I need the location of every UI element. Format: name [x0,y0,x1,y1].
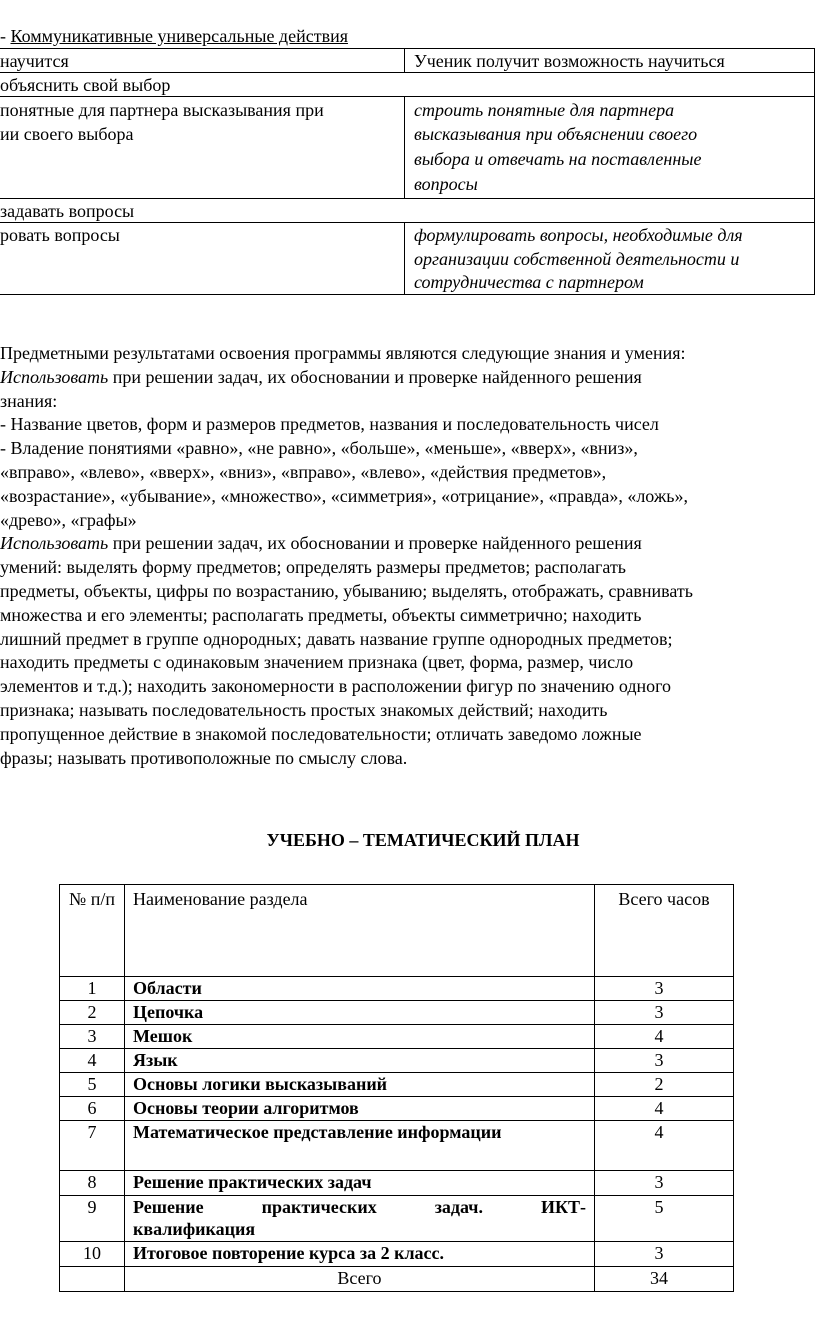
group1-right-line2: высказывания при объяснении своего [414,124,698,144]
group2-right-line3: сотрудничества с партнером [414,272,644,292]
table-row [60,1121,734,1171]
para-italic: Использовать [0,366,109,387]
group2-right-line1: формулировать вопросы, необходимые для [414,225,743,245]
para-line [0,532,816,556]
table-row [60,1196,734,1242]
para-line: умений: выделять форму предметов; определять размеры предметов; располагать [0,557,627,578]
para-text: при решении задач, их обосновании и проверке найденного решения [108,366,642,387]
table-row [60,1001,734,1025]
group1-left-line1: понятные для партнера высказывания при [0,100,324,120]
col1-header: научится [0,51,69,71]
row-hours: 5 [595,1196,734,1242]
row-hours: 3 [595,1242,734,1267]
para-line: множества и его элементы; располагать предметы, объекты симметрично; находить [0,604,642,625]
para-line: «древо», «графы» [0,509,137,530]
group2-right-line2: организации собственной деятельности и [414,249,740,269]
row-name-line2: квалификация [133,1219,256,1239]
table-row [60,1025,734,1049]
para-line: предметы, объекты, цифры по возрастанию, убыванию; выделять, отображать, сравнивать [0,580,693,601]
row-num: 9 [60,1196,125,1242]
table-row [60,1242,734,1267]
heading-text: Коммуникативные универсальные действия [10,26,348,46]
para-line: «вправо», «влево», «вверх», «вниз», «вправо», «влево», «действия предметов», [0,461,607,482]
table-row [60,1097,734,1121]
row-name: Итоговое повторение курса за 2 класс. [125,1242,595,1267]
para-line: признака; называть последовательность простых знакомых действий; находить [0,699,608,720]
row-num: 1 [60,977,125,1001]
row-num: 10 [60,1242,125,1267]
row-num: 3 [60,1025,125,1049]
subject-results-paragraph [0,342,816,770]
group2-left: ровать вопросы [0,225,120,245]
group1-right-line4: вопросы [414,174,478,194]
row-hours: 3 [595,1049,734,1073]
row-name: Области [125,977,595,1001]
total-row [60,1267,734,1292]
para-line: - Название цветов, форм и размеров предметов, названия и последовательность чисел [0,414,659,435]
row-num: 8 [60,1171,125,1196]
para-line: находить предметы с одинаковым значением признака (цвет, форма, размер, число [0,652,634,673]
row-hours: 4 [595,1121,734,1171]
row-hours: 2 [595,1073,734,1097]
row-name [125,1196,595,1242]
row-name-line1: Решение практических задач. ИКТ- [133,1197,586,1217]
row-hours: 3 [595,1171,734,1196]
table-row [60,977,734,1001]
total-label: Всего [125,1267,595,1292]
para-line [0,366,816,390]
header-name: Наименование раздела [125,885,595,977]
row-hours: 4 [595,1025,734,1049]
row-name: Математическое представление информации [125,1121,595,1171]
para-line: знания: [0,390,58,411]
row-name: Основы теории алгоритмов [125,1097,595,1121]
group2-title: задавать вопросы [0,201,135,221]
row-name: Решение практических задач [125,1171,595,1196]
row-num: 2 [60,1001,125,1025]
header-num: № п/п [60,885,125,977]
row-name: Основы логики высказываний [125,1073,595,1097]
table-row [60,1049,734,1073]
group1-title: объяснить свой выбор [0,75,171,95]
para-text: при решении задач, их обосновании и проверке найденного решения [108,533,642,554]
row-num: 6 [60,1097,125,1121]
header-hours: Всего часов [595,885,734,977]
para-line: Предметными результатами освоения программы являются следующие знания и умения: [0,343,686,363]
row-num: 4 [60,1049,125,1073]
col2-header: Ученик получит возможность научиться [414,51,725,71]
para-line: элементов и т.д.); находить закономерности в расположении фигур по значению одного [0,676,672,697]
row-name: Мешок [125,1025,595,1049]
row-name: Цепочка [125,1001,595,1025]
group1-right-line3: выбора и отвечать на поставленные [414,149,702,169]
para-italic: Использовать [0,533,109,554]
para-line: «возрастание», «убывание», «множество», «симметрия», «отрицание», «правда», «ложь», [0,485,689,506]
row-num: 5 [60,1073,125,1097]
section-heading [0,24,348,48]
thematic-plan-table [59,884,734,1292]
row-hours: 3 [595,1001,734,1025]
para-line: фразы; называть противоположные по смыслу слова. [0,747,408,768]
total-num-cell [60,1267,125,1292]
row-hours: 4 [595,1097,734,1121]
group1-left-line2: ии своего выбора [0,124,134,144]
para-line: - Владение понятиями «равно», «не равно», «больше», «меньше», «вверх», «вниз», [0,438,638,459]
table-row [60,1171,734,1196]
row-num: 7 [60,1121,125,1171]
row-hours: 3 [595,977,734,1001]
para-line: пропущенное действие в знакомой последовательности; отличать заведомо ложные [0,723,642,744]
plan-title: УЧЕБНО – ТЕМАТИЧЕСКИЙ ПЛАН [266,830,580,850]
row-name: Язык [125,1049,595,1073]
table-header-row [60,885,734,977]
para-line: лишний предмет в группе однородных; давать название группе однородных предметов; [0,628,673,649]
total-hours: 34 [595,1267,734,1292]
table-row [60,1073,734,1097]
group1-right-line1: строить понятные для партнера [414,100,675,120]
heading-prefix: - [0,26,11,46]
